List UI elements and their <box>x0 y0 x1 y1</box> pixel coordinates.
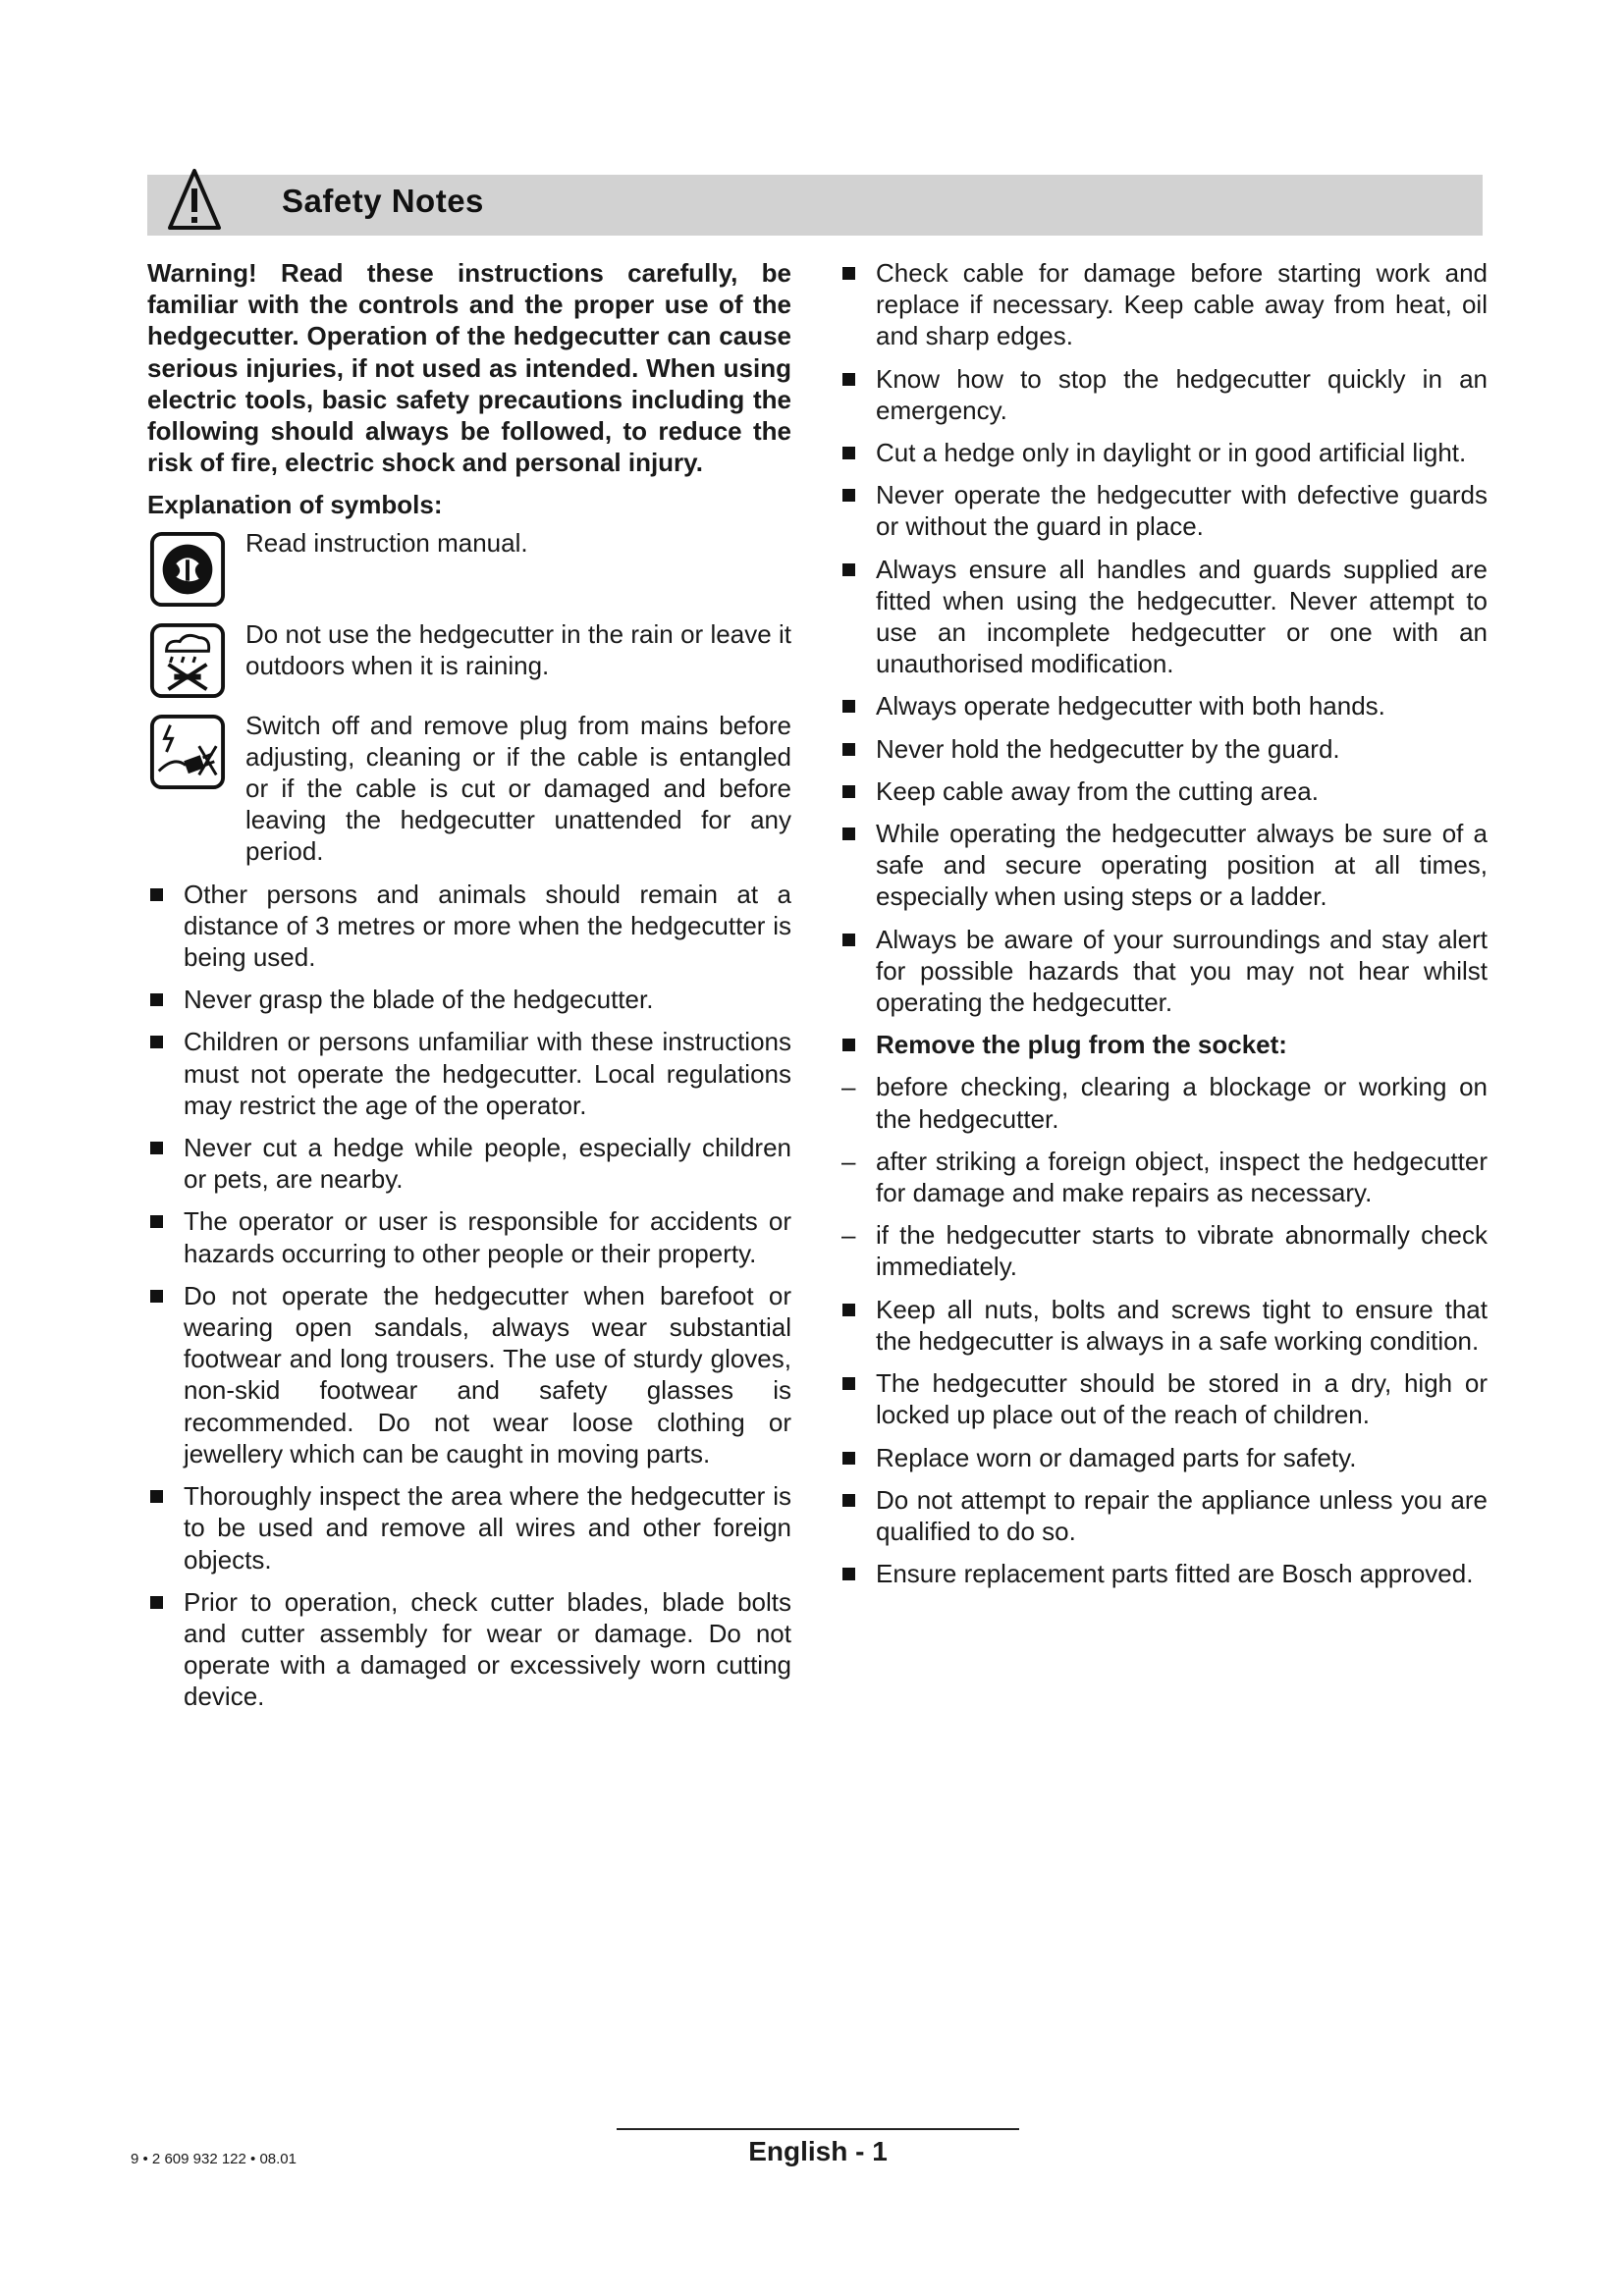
list-item: Do not attempt to repair the appliance unless you are qualified to do so. <box>839 1484 1488 1547</box>
page-label: English - 1 <box>748 2136 888 2166</box>
bullet-square-icon <box>150 1290 163 1303</box>
list-item: Always operate hedgecutter with both hands. <box>839 690 1488 721</box>
symbols-heading: Explanation of symbols: <box>147 490 443 520</box>
bullet-square-icon <box>842 489 855 502</box>
bullet-square-icon <box>150 1215 163 1228</box>
list-item: Never operate the hedgecutter with defective guards or without the guard in place. <box>839 479 1488 542</box>
bullet-square-icon <box>842 1304 855 1316</box>
list-item: Always be aware of your surroundings and stay alert for possible hazards that you may not hear whilst operating the hedgecutter. <box>839 924 1488 1019</box>
footer-divider <box>617 2128 1019 2130</box>
list-item: Replace worn or damaged parts for safety. <box>839 1442 1488 1473</box>
list-item: Know how to stop the hedgecutter quickly in an emergency. <box>839 363 1488 426</box>
bullet-square-icon <box>842 1377 855 1390</box>
list-item: Prior to operation, check cutter blades, blade bolts and cutter assembly for wear or damage. Do not operate with a damaged or excessively worn cutting device. <box>147 1586 791 1713</box>
dash-item: – if the hedgecutter starts to vibrate abnormally check immediately. <box>841 1220 1488 1282</box>
bullet-square-icon <box>842 563 855 576</box>
document-code: 9 • 2 609 932 122 • 08.01 <box>131 2151 297 2167</box>
list-item: The operator or user is responsible for accidents or hazards occurring to other people or their property. <box>147 1205 791 1268</box>
list-item: The hedgecutter should be stored in a dry, high or locked up place out of the reach of children. <box>839 1367 1488 1430</box>
bullet-square-icon <box>842 785 855 798</box>
bullet-square-icon <box>842 1452 855 1465</box>
bullet-square-icon <box>150 993 163 1006</box>
left-column <box>147 257 791 1724</box>
list-item: Check cable for damage before starting work and replace if necessary. Keep cable away from heat, oil and sharp edges. <box>839 257 1488 352</box>
symbol-text: Read instruction manual. <box>245 527 528 558</box>
symbol-item <box>147 618 791 699</box>
list-item: Keep cable away from the cutting area. <box>839 775 1488 807</box>
bullet-square-icon <box>150 1142 163 1154</box>
symbol-item <box>147 527 791 608</box>
bullet-square-icon <box>842 447 855 459</box>
list-item: Never hold the hedgecutter by the guard. <box>839 733 1488 765</box>
warning-paragraph: Warning! Read these instructions carefully, be familiar with the controls and the proper use of the hedgecutter. Operation of the hedgecutter can cause serious injuries, if not used as intended. When using electric tools, basic safety precautions including the following should always be followed, to reduce the risk of fire, electric shock and personal injury. <box>147 258 791 478</box>
bullet-square-icon <box>842 700 855 713</box>
list-item: Do not operate the hedgecutter when barefoot or wearing open sandals, always wear substantial footwear and long trousers. The use of sturdy gloves, non-skid footwear and safety glasses is recommended. Do not wear loose clothing or jewellery which can be caught in moving parts. <box>147 1280 791 1469</box>
list-item: Other persons and animals should remain at a distance of 3 metres or more when the hedgecutter is being used. <box>147 879 791 974</box>
list-item: Cut a hedge only in daylight or in good artificial light. <box>839 437 1488 468</box>
bullet-square-icon <box>842 934 855 946</box>
list-item: Never grasp the blade of the hedgecutter. <box>147 984 791 1015</box>
remove-plug-heading: Remove the plug from the socket: <box>839 1029 1488 1060</box>
list-item: Keep all nuts, bolts and screws tight to ensure that the hedgecutter is always in a safe working condition. <box>839 1294 1488 1357</box>
list-item: Thoroughly inspect the area where the hedgecutter is to be used and remove all wires and other foreign objects. <box>147 1480 791 1575</box>
read-manual-icon <box>149 531 226 608</box>
symbol-item <box>147 710 791 868</box>
list-item: Never cut a hedge while people, especially children or pets, are nearby. <box>147 1132 791 1195</box>
bullet-square-icon <box>842 743 855 756</box>
right-column <box>839 257 1488 1600</box>
list-item: Always ensure all handles and guards supplied are fitted when using the hedgecutter. Never attempt to use an incomplete hedgecutter or one with an unauthorised modification. <box>839 554 1488 680</box>
bullet-square-icon <box>842 828 855 840</box>
dash-item: – after striking a foreign object, inspect the hedgecutter for damage and make repairs as necessary. <box>841 1146 1488 1208</box>
dash-item: – before checking, clearing a blockage or working on the hedgecutter. <box>841 1072 1488 1134</box>
symbol-text: Do not use the hedgecutter in the rain or leave it outdoors when it is raining. <box>245 618 791 680</box>
bullet-square-icon <box>842 1039 855 1051</box>
unplug-icon <box>149 714 226 790</box>
bullet-square-icon <box>150 1596 163 1609</box>
bullet-square-icon <box>150 1490 163 1503</box>
list-item: While operating the hedgecutter always be sure of a safe and secure operating position at all times, especially when using steps or a ladder. <box>839 818 1488 913</box>
bullet-square-icon <box>842 1494 855 1507</box>
bullet-square-icon <box>150 1036 163 1048</box>
bullet-square-icon <box>150 888 163 901</box>
symbol-text: Switch off and remove plug from mains before adjusting, cleaning or if the cable is entangled or if the cable is cut or damaged and before leaving the hedgecutter unattended for any period. <box>245 710 791 867</box>
warning-triangle-icon <box>167 167 222 232</box>
bullet-square-icon <box>842 267 855 280</box>
bullet-square-icon <box>842 373 855 386</box>
list-item: Children or persons unfamiliar with these instructions must not operate the hedgecutter. Local regulations may restrict the age of the operator. <box>147 1026 791 1121</box>
section-title: Safety Notes <box>282 183 484 219</box>
bullet-square-icon <box>842 1568 855 1580</box>
section-header <box>147 175 1483 236</box>
list-item: Ensure replacement parts fitted are Bosch approved. <box>839 1558 1488 1589</box>
no-rain-icon <box>149 622 226 699</box>
